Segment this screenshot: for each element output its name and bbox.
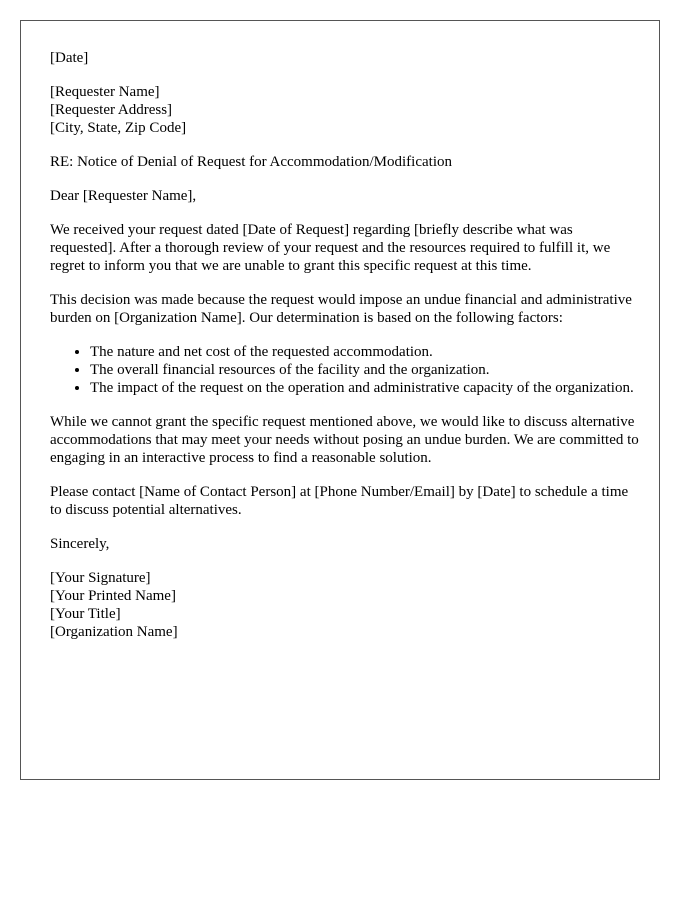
paragraph-contact: Please contact [Name of Contact Person] at [Phone Number/Email] by [Date] to schedule a time to discuss potential alternatives.	[50, 484, 629, 518]
letter-date: [Date]	[50, 50, 89, 66]
letter-page	[20, 20, 660, 780]
salutation: Dear [Requester Name],	[50, 188, 197, 204]
recipient-block	[50, 83, 640, 137]
recipient-address: [Requester Address]	[50, 102, 173, 118]
subject-line: RE: Notice of Denial of Request for Accommodation/Modification	[50, 154, 452, 170]
signature-placeholder: [Your Signature]	[50, 570, 151, 586]
signature-block	[50, 569, 640, 641]
paragraph-decision-reason: This decision was made because the request would impose an undue financial and administrative burden on [Organization Name]. Our determination is based on the following factors:	[50, 292, 632, 326]
signer-title: [Your Title]	[50, 606, 121, 622]
printed-name: [Your Printed Name]	[50, 588, 176, 604]
recipient-name: [Requester Name]	[50, 84, 160, 100]
paragraph-alternatives: While we cannot grant the specific request mentioned above, we would like to discuss alternative accommodations that may meet your needs without posing an undue burden. We are committed to engaging in an interactive process to find a reasonable solution.	[50, 414, 639, 466]
closing: Sincerely,	[50, 536, 110, 552]
letter-body	[50, 49, 640, 657]
signer-organization: [Organization Name]	[50, 624, 178, 640]
factors-list	[50, 343, 640, 397]
paragraph-request-received: We received your request dated [Date of Request] regarding [briefly describe what was requested]. After a thorough review of your request and the resources required to fulfill it, we regret to inform you that we are unable to grant this specific request at this time.	[50, 222, 611, 274]
recipient-city-state-zip: [City, State, Zip Code]	[50, 120, 187, 136]
list-item: • The overall financial resources of the facility and the organization.	[90, 361, 640, 379]
list-item: • The impact of the request on the operation and administrative capacity of the organization.	[90, 379, 640, 397]
list-item: • The nature and net cost of the requested accommodation.	[90, 343, 640, 361]
